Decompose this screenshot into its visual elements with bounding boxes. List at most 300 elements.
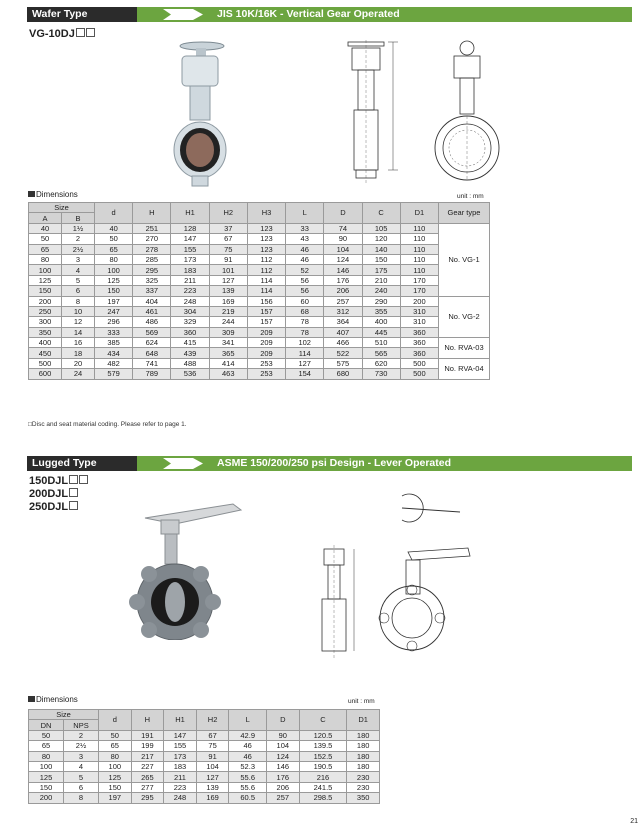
table-cell: 569	[133, 327, 171, 337]
table-cell: 350	[347, 793, 380, 803]
table-cell: 33	[286, 223, 324, 233]
table-cell: 247	[95, 306, 133, 316]
table-cell: 150	[99, 782, 132, 792]
table-cell: 230	[347, 772, 380, 782]
gear-type-cell: No. RVA-03	[439, 338, 490, 359]
table-cell: 52	[286, 265, 324, 275]
table-cell: 180	[347, 741, 380, 751]
table-cell: 298.5	[299, 793, 347, 803]
table-cell: 139.5	[299, 741, 347, 751]
table-cell: 251	[133, 223, 171, 233]
table-cell: 730	[362, 369, 400, 379]
table-cell: 127	[209, 275, 247, 285]
size-header: Size	[29, 710, 99, 720]
table-cell: 2½	[62, 244, 95, 254]
table-cell: 680	[324, 369, 362, 379]
table-cell: 155	[164, 741, 197, 751]
col-header: d	[95, 203, 133, 224]
table-cell: 360	[400, 348, 438, 358]
page-number: 21	[630, 818, 638, 825]
table-cell: 65	[95, 244, 133, 254]
table-cell: 209	[247, 338, 285, 348]
table-cell: 169	[196, 793, 229, 803]
table-cell: 575	[324, 358, 362, 368]
table-cell: 40	[95, 223, 133, 233]
table-cell: 110	[400, 244, 438, 254]
table-cell: 5	[64, 772, 99, 782]
col-header: L	[286, 203, 324, 224]
col-header: C	[299, 710, 347, 731]
table-cell: 2	[64, 730, 99, 740]
table-cell: 60	[286, 296, 324, 306]
table-cell: 5	[62, 275, 95, 285]
table-cell: 223	[164, 782, 197, 792]
table-cell: 445	[362, 327, 400, 337]
code-box-icon	[79, 475, 88, 484]
table-cell: 104	[324, 244, 362, 254]
table-cell: 248	[164, 793, 197, 803]
lugged-unit: unit : mm	[348, 698, 375, 705]
table-cell: 80	[29, 254, 62, 264]
table-cell: 500	[400, 358, 438, 368]
table-cell: 114	[286, 348, 324, 358]
table-cell: 154	[286, 369, 324, 379]
table-cell: 46	[229, 751, 267, 761]
gear-type-cell: No. VG-2	[439, 296, 490, 338]
lugged-title: ASME 150/200/250 psi Design - Lever Operated	[217, 457, 452, 469]
table-cell: 466	[324, 338, 362, 348]
table-cell: 3	[64, 751, 99, 761]
table-cell: 78	[286, 327, 324, 337]
table-cell: 170	[400, 275, 438, 285]
table-cell: 180	[347, 761, 380, 771]
table-cell: 104	[267, 741, 300, 751]
table-cell: 191	[131, 730, 164, 740]
table-cell: 90	[324, 234, 362, 244]
table-cell: 325	[133, 275, 171, 285]
table-cell: 183	[164, 761, 197, 771]
col-header: D1	[400, 203, 438, 224]
table-cell: 295	[133, 265, 171, 275]
table-cell: 300	[29, 317, 62, 327]
table-cell: 67	[209, 234, 247, 244]
table-cell: 127	[196, 772, 229, 782]
table-cell: 56	[286, 275, 324, 285]
table-row	[29, 296, 490, 306]
table-cell: 91	[196, 751, 229, 761]
table-cell: 127	[286, 358, 324, 368]
table-cell: 450	[29, 348, 62, 358]
col-header: Gear type	[439, 203, 490, 224]
table-cell: 244	[209, 317, 247, 327]
table-cell: 75	[196, 741, 229, 751]
table-cell: 600	[29, 369, 62, 379]
table-cell: 296	[95, 317, 133, 327]
table-row	[29, 286, 490, 296]
table-cell: 209	[247, 327, 285, 337]
table-cell: 8	[62, 296, 95, 306]
lugged-front-drawing	[372, 490, 472, 665]
table-cell: 253	[247, 369, 285, 379]
col-header: H1	[164, 710, 197, 731]
col-header: L	[229, 710, 267, 731]
table-row	[29, 223, 490, 233]
table-cell: 500	[400, 369, 438, 379]
table-cell: 227	[131, 761, 164, 771]
table-cell: 120.5	[299, 730, 347, 740]
table-cell: 2½	[64, 741, 99, 751]
table-cell: 482	[95, 358, 133, 368]
table-cell: 46	[286, 254, 324, 264]
table-cell: 110	[400, 254, 438, 264]
table-cell: 80	[95, 254, 133, 264]
lugged-section-label: Dimensions	[36, 695, 78, 704]
table-cell: 199	[131, 741, 164, 751]
table-cell: 6	[64, 782, 99, 792]
table-cell: 80	[29, 751, 64, 761]
table-cell: 285	[133, 254, 171, 264]
table-cell: 100	[29, 265, 62, 275]
table-cell: 355	[362, 306, 400, 316]
table-cell: 648	[133, 348, 171, 358]
table-cell: 240	[362, 286, 400, 296]
table-cell: 74	[324, 223, 362, 233]
lugged-valve-photo	[115, 490, 255, 640]
table-cell: 176	[267, 772, 300, 782]
table-cell: 6	[62, 286, 95, 296]
lugged-model-code: 150DJL	[29, 475, 69, 487]
table-cell: 329	[171, 317, 209, 327]
table-cell: 414	[209, 358, 247, 368]
table-cell: 309	[209, 327, 247, 337]
col-header: H2	[196, 710, 229, 731]
table-cell: 146	[267, 761, 300, 771]
table-row	[29, 793, 380, 803]
table-cell: 173	[171, 254, 209, 264]
table-row	[29, 306, 490, 316]
table-cell: 75	[209, 244, 247, 254]
table-cell: 10	[62, 306, 95, 316]
table-cell: 206	[267, 782, 300, 792]
table-cell: 46	[286, 244, 324, 254]
size-header: Size	[29, 203, 95, 213]
table-cell: 400	[29, 338, 62, 348]
table-row	[29, 782, 380, 792]
col-header: H1	[171, 203, 209, 224]
table-cell: 210	[362, 275, 400, 285]
lugged-model	[29, 488, 78, 500]
table-cell: 60.5	[229, 793, 267, 803]
col-header: C	[362, 203, 400, 224]
table-cell: 104	[196, 761, 229, 771]
table-cell: 150	[95, 286, 133, 296]
col-header: d	[99, 710, 132, 731]
wafer-banner	[27, 7, 632, 22]
table-cell: 579	[95, 369, 133, 379]
table-row	[29, 348, 490, 358]
table-cell: 112	[247, 265, 285, 275]
table-cell: 124	[324, 254, 362, 264]
table-cell: 157	[247, 306, 285, 316]
table-cell: 217	[131, 751, 164, 761]
table-cell: 50	[29, 234, 62, 244]
table-cell: 337	[133, 286, 171, 296]
table-cell: 223	[171, 286, 209, 296]
table-cell: 150	[362, 254, 400, 264]
table-cell: 14	[62, 327, 95, 337]
table-cell: 400	[362, 317, 400, 327]
col-header: DN	[29, 720, 64, 730]
table-cell: 8	[64, 793, 99, 803]
table-cell: 295	[131, 793, 164, 803]
table-cell: 100	[29, 761, 64, 771]
wafer-model	[29, 28, 95, 40]
table-cell: 50	[29, 730, 64, 740]
table-cell: 42.9	[229, 730, 267, 740]
table-cell: 146	[324, 265, 362, 275]
col-header: D1	[347, 710, 380, 731]
table-cell: 439	[171, 348, 209, 358]
table-cell: 200	[29, 793, 64, 803]
lugged-dimensions-label	[28, 695, 78, 704]
table-cell: 4	[62, 265, 95, 275]
wafer-title: JIS 10K/16K - Vertical Gear Operated	[217, 8, 400, 20]
col-header: H	[131, 710, 164, 731]
code-box-icon	[69, 488, 78, 497]
lugged-model	[29, 475, 88, 487]
table-cell: 46	[229, 741, 267, 751]
table-cell: 67	[196, 730, 229, 740]
table-cell: 789	[133, 369, 171, 379]
table-cell: 536	[171, 369, 209, 379]
table-cell: 123	[247, 234, 285, 244]
table-cell: 407	[324, 327, 362, 337]
table-cell: 37	[209, 223, 247, 233]
square-bullet-icon	[28, 696, 35, 702]
gear-type-cell: No. VG-1	[439, 223, 490, 296]
table-cell: 123	[247, 223, 285, 233]
table-cell: 277	[131, 782, 164, 792]
table-cell: 741	[133, 358, 171, 368]
table-cell: 175	[362, 265, 400, 275]
table-cell: 248	[171, 296, 209, 306]
table-cell: 90	[267, 730, 300, 740]
table-cell: 434	[95, 348, 133, 358]
wafer-front-drawing	[432, 40, 502, 185]
table-cell: 100	[99, 761, 132, 771]
table-cell: 310	[400, 306, 438, 316]
table-cell: 257	[267, 793, 300, 803]
table-cell: 463	[209, 369, 247, 379]
table-cell: 101	[209, 265, 247, 275]
table-cell: 241.5	[299, 782, 347, 792]
table-cell: 40	[29, 223, 62, 233]
table-cell: 18	[62, 348, 95, 358]
table-cell: 65	[29, 244, 62, 254]
table-cell: 180	[347, 730, 380, 740]
table-row	[29, 751, 380, 761]
table-cell: 147	[164, 730, 197, 740]
table-cell: 176	[324, 275, 362, 285]
table-cell: 173	[164, 751, 197, 761]
table-row	[29, 358, 490, 368]
table-cell: 105	[362, 223, 400, 233]
col-header: D	[324, 203, 362, 224]
table-cell: 78	[286, 317, 324, 327]
table-cell: 360	[400, 327, 438, 337]
table-cell: 257	[324, 296, 362, 306]
table-cell: 114	[247, 286, 285, 296]
table-cell: 209	[247, 348, 285, 358]
table-cell: 50	[95, 234, 133, 244]
table-cell: 219	[209, 306, 247, 316]
table-cell: 290	[362, 296, 400, 306]
table-cell: 278	[133, 244, 171, 254]
code-box-icon	[69, 501, 78, 510]
code-box-icon	[69, 475, 78, 484]
table-cell: 341	[209, 338, 247, 348]
arrow-icon	[163, 9, 203, 20]
table-cell: 360	[171, 327, 209, 337]
table-cell: 211	[171, 275, 209, 285]
table-row	[29, 275, 490, 285]
table-cell: 125	[95, 275, 133, 285]
table-cell: 1½	[62, 223, 95, 233]
footnote: □Disc and seat material coding. Please refer to page 1.	[28, 421, 187, 428]
table-cell: 624	[133, 338, 171, 348]
table-cell: 147	[171, 234, 209, 244]
table-cell: 12	[62, 317, 95, 327]
table-cell: 56	[286, 286, 324, 296]
table-cell: 364	[324, 317, 362, 327]
table-cell: 304	[171, 306, 209, 316]
lugged-model-code: 250DJL	[29, 501, 69, 513]
table-row	[29, 761, 380, 771]
table-row	[29, 369, 490, 379]
table-cell: 128	[171, 223, 209, 233]
table-row	[29, 741, 380, 751]
table-cell: 50	[99, 730, 132, 740]
table-cell: 102	[286, 338, 324, 348]
table-cell: 265	[131, 772, 164, 782]
table-cell: 125	[29, 275, 62, 285]
table-cell: 169	[209, 296, 247, 306]
table-cell: 91	[209, 254, 247, 264]
table-cell: 211	[164, 772, 197, 782]
table-cell: 461	[133, 306, 171, 316]
table-cell: 486	[133, 317, 171, 327]
table-row	[29, 265, 490, 275]
code-box-icon	[76, 28, 85, 37]
table-row	[29, 327, 490, 337]
table-cell: 197	[99, 793, 132, 803]
table-cell: 190.5	[299, 761, 347, 771]
table-row	[29, 234, 490, 244]
lugged-type-label: Lugged Type	[27, 456, 137, 471]
table-cell: 114	[247, 275, 285, 285]
table-cell: 125	[29, 772, 64, 782]
lugged-model-code: 200DJL	[29, 488, 69, 500]
wafer-dimensions-table	[28, 202, 490, 380]
table-cell: 20	[62, 358, 95, 368]
col-header: H	[133, 203, 171, 224]
table-cell: 55.6	[229, 772, 267, 782]
table-cell: 139	[209, 286, 247, 296]
table-cell: 2	[62, 234, 95, 244]
table-cell: 120	[362, 234, 400, 244]
table-row	[29, 317, 490, 327]
code-box-icon	[86, 28, 95, 37]
table-cell: 488	[171, 358, 209, 368]
table-cell: 150	[29, 782, 64, 792]
table-cell: 385	[95, 338, 133, 348]
square-bullet-icon	[28, 191, 35, 197]
table-cell: 230	[347, 782, 380, 792]
table-cell: 200	[29, 296, 62, 306]
table-cell: 156	[247, 296, 285, 306]
table-cell: 112	[247, 254, 285, 264]
table-cell: 183	[171, 265, 209, 275]
col-header: A	[29, 213, 62, 223]
table-cell: 124	[267, 751, 300, 761]
wafer-type-label: Wafer Type	[27, 7, 137, 22]
table-cell: 365	[209, 348, 247, 358]
table-cell: 333	[95, 327, 133, 337]
table-cell: 310	[400, 317, 438, 327]
table-cell: 197	[95, 296, 133, 306]
table-cell: 140	[362, 244, 400, 254]
table-cell: 360	[400, 338, 438, 348]
table-row	[29, 772, 380, 782]
table-cell: 52.3	[229, 761, 267, 771]
table-cell: 270	[133, 234, 171, 244]
table-cell: 110	[400, 265, 438, 275]
lugged-dimensions-table	[28, 709, 380, 804]
wafer-unit: unit : mm	[457, 193, 484, 200]
arrow-icon	[163, 458, 203, 469]
table-cell: 4	[64, 761, 99, 771]
table-cell: 510	[362, 338, 400, 348]
table-cell: 206	[324, 286, 362, 296]
table-row	[29, 730, 380, 740]
table-cell: 110	[400, 234, 438, 244]
table-cell: 565	[362, 348, 400, 358]
table-cell: 43	[286, 234, 324, 244]
table-cell: 80	[99, 751, 132, 761]
table-cell: 139	[196, 782, 229, 792]
table-cell: 110	[400, 223, 438, 233]
lugged-model	[29, 501, 78, 513]
table-cell: 16	[62, 338, 95, 348]
col-header: H2	[209, 203, 247, 224]
table-cell: 152.5	[299, 751, 347, 761]
table-cell: 253	[247, 358, 285, 368]
lugged-banner	[27, 456, 632, 471]
table-cell: 65	[99, 741, 132, 751]
table-cell: 3	[62, 254, 95, 264]
table-cell: 415	[171, 338, 209, 348]
table-cell: 24	[62, 369, 95, 379]
wafer-section-label: Dimensions	[36, 190, 78, 199]
table-row	[29, 338, 490, 348]
table-cell: 100	[95, 265, 133, 275]
table-cell: 200	[400, 296, 438, 306]
lugged-side-drawing	[312, 545, 362, 660]
table-cell: 620	[362, 358, 400, 368]
table-cell: 125	[99, 772, 132, 782]
table-cell: 68	[286, 306, 324, 316]
table-cell: 170	[400, 286, 438, 296]
